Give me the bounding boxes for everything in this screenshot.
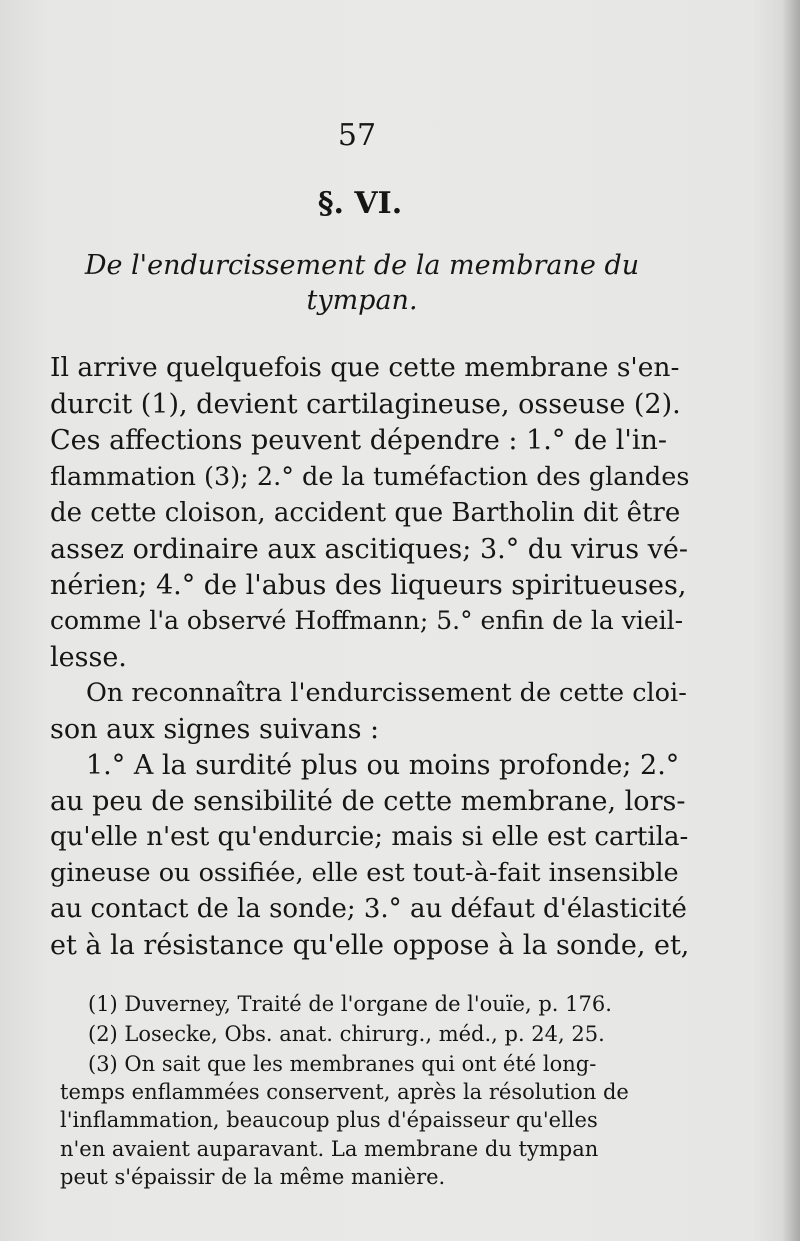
body-line: qu'elle n'est qu'endurcie; mais si elle est cartila- <box>50 822 689 852</box>
section-heading-line-1: De l'endurcissement de la membrane du <box>84 250 640 281</box>
body-line: lesse. <box>50 642 127 673</box>
body-line: son aux signes suivans : <box>50 714 380 745</box>
body-line: comme l'a observé Hoffmann; 5.° enfin de la vieil- <box>50 606 684 635</box>
body-line: gineuse ou ossifiée, elle est tout-à-fait insensible <box>50 858 679 888</box>
page-number: 57 <box>337 118 377 153</box>
body-line: assez ordinaire aux ascitiques; 3.° du virus vé- <box>50 534 689 565</box>
body-line: Il arrive quelquefois que cette membrane s'en- <box>50 352 680 383</box>
page-gutter-shadow <box>782 0 800 1241</box>
body-line: On reconnaîtra l'endurcissement de cette cloi- <box>86 678 687 708</box>
body-line: Ces affections peuvent dépendre : 1.° de l'in- <box>50 425 667 456</box>
footnote-line: (1) Duverney, Traité de l'organe de l'ouïe, p. 176. <box>88 992 612 1016</box>
body-line: durcit (1), devient cartilagineuse, osseuse (2). <box>50 389 681 420</box>
footnote-line: (2) Losecke, Obs. anat. chirurg., méd., p. 24, 25. <box>88 1022 605 1046</box>
section-number: §. VI. <box>317 186 403 221</box>
body-line: de cette cloison, accident que Bartholin dit être <box>50 498 681 528</box>
body-line: au contact de la sonde; 3.° au défaut d'élasticité <box>50 894 687 924</box>
footnote-line: (3) On sait que les membranes qui ont été long- <box>88 1052 597 1076</box>
footnote-line: n'en avaient auparavant. La membrane du tympan <box>60 1137 599 1161</box>
body-line: au peu de sensibilité de cette membrane, lors- <box>50 786 686 817</box>
footnote-line: l'inflammation, beaucoup plus d'épaisseur qu'elles <box>60 1108 598 1132</box>
body-line: 1.° A la surdité plus ou moins profonde; 2.° <box>86 750 680 781</box>
body-line: nérien; 4.° de l'abus des liqueurs spiritueuses, <box>50 570 687 601</box>
footnote-line: temps enflammées conservent, après la résolution de <box>60 1080 629 1104</box>
body-line: et à la résistance qu'elle oppose à la sonde, et, <box>50 930 690 961</box>
section-heading-line-2: tympan. <box>306 285 418 316</box>
body-line: flammation (3); 2.° de la tuméfaction des glandes <box>50 462 690 492</box>
footnote-line: peut s'épaissir de la même manière. <box>60 1165 446 1189</box>
